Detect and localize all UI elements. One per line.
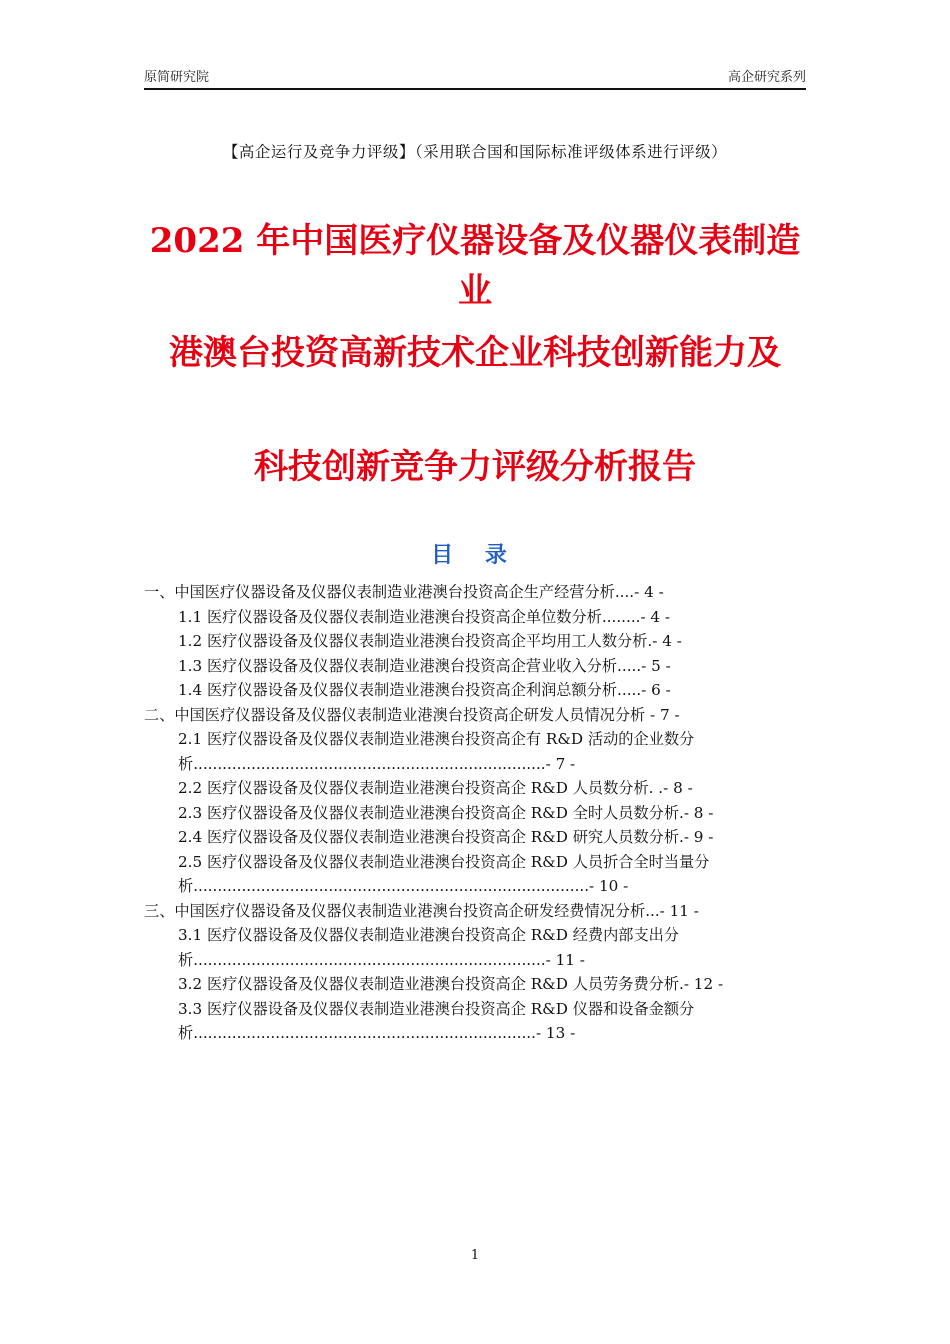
page-number: 1: [470, 1248, 480, 1263]
table-of-contents: [144, 580, 806, 1046]
toc-item[interactable]: 三、中国医疗仪器设备及仪器仪表制造业港澳台投资高企研发经费情况分析...- 11 -: [144, 901, 699, 920]
title-line-3: 科技创新竞争力评级分析报告: [254, 447, 696, 487]
toc-item[interactable]: 3.2 医疗仪器设备及仪器仪表制造业港澳台投资高企 R&D 人员劳务费分析.- 12 -: [178, 975, 724, 993]
rating-line: 【高企运行及竞争力评级】（采用联合国和国际标准评级体系进行评级）: [222, 143, 728, 161]
header-rule: [144, 88, 806, 90]
header-left: 原简研究院: [144, 70, 210, 85]
header-right: 高企研究系列: [727, 70, 806, 85]
toc-item[interactable]: 3.3 医疗仪器设备及仪器仪表制造业港澳台投资高企 R&D 仪器和设备金额分析.......................................................................- 13 -: [178, 999, 695, 1042]
toc-item[interactable]: 1.4 医疗仪器设备及仪器仪表制造业港澳台投资高企利润总额分析.....- 6 -: [178, 681, 671, 699]
toc-item[interactable]: 2.1 医疗仪器设备及仪器仪表制造业港澳台投资高企有 R&D 活动的企业数分析.........................................................................- 7 -: [178, 730, 695, 773]
toc-item[interactable]: 2.5 医疗仪器设备及仪器仪表制造业港澳台投资高企 R&D 人员折合全时当量分析..................................................................................- 10 -: [178, 852, 710, 895]
toc-item[interactable]: 2.2 医疗仪器设备及仪器仪表制造业港澳台投资高企 R&D 人员数分析. .- 8 -: [178, 779, 693, 797]
toc-item[interactable]: 2.3 医疗仪器设备及仪器仪表制造业港澳台投资高企 R&D 全时人员数分析.- 8 -: [178, 803, 714, 822]
toc-item[interactable]: 1.2 医疗仪器设备及仪器仪表制造业港澳台投资高企平均用工人数分析.- 4 -: [178, 632, 682, 650]
toc-item[interactable]: 二、中国医疗仪器设备及仪器仪表制造业港澳台投资高企研发人员情况分析 - 7 -: [144, 705, 680, 724]
title-line-1: 2022 年中国医疗仪器设备及仪器仪表制造业: [149, 221, 801, 311]
toc-item[interactable]: 2.4 医疗仪器设备及仪器仪表制造业港澳台投资高企 R&D 研究人员数分析.- 9 -: [178, 828, 714, 846]
toc-item[interactable]: 3.1 医疗仪器设备及仪器仪表制造业港澳台投资高企 R&D 经费内部支出分析.........................................................................- 11 -: [178, 926, 680, 969]
toc-item[interactable]: 1.3 医疗仪器设备及仪器仪表制造业港澳台投资高企营业收入分析.....- 5 -: [178, 656, 671, 675]
toc-heading: 目 录: [431, 543, 519, 568]
toc-item[interactable]: 1.1 医疗仪器设备及仪器仪表制造业港澳台投资高企单位数分析........- 4 -: [178, 607, 671, 626]
toc-item[interactable]: 一、中国医疗仪器设备及仪器仪表制造业港澳台投资高企生产经营分析....- 4 -: [144, 583, 664, 601]
title-line-2: 港澳台投资高新技术企业科技创新能力及: [169, 333, 781, 373]
